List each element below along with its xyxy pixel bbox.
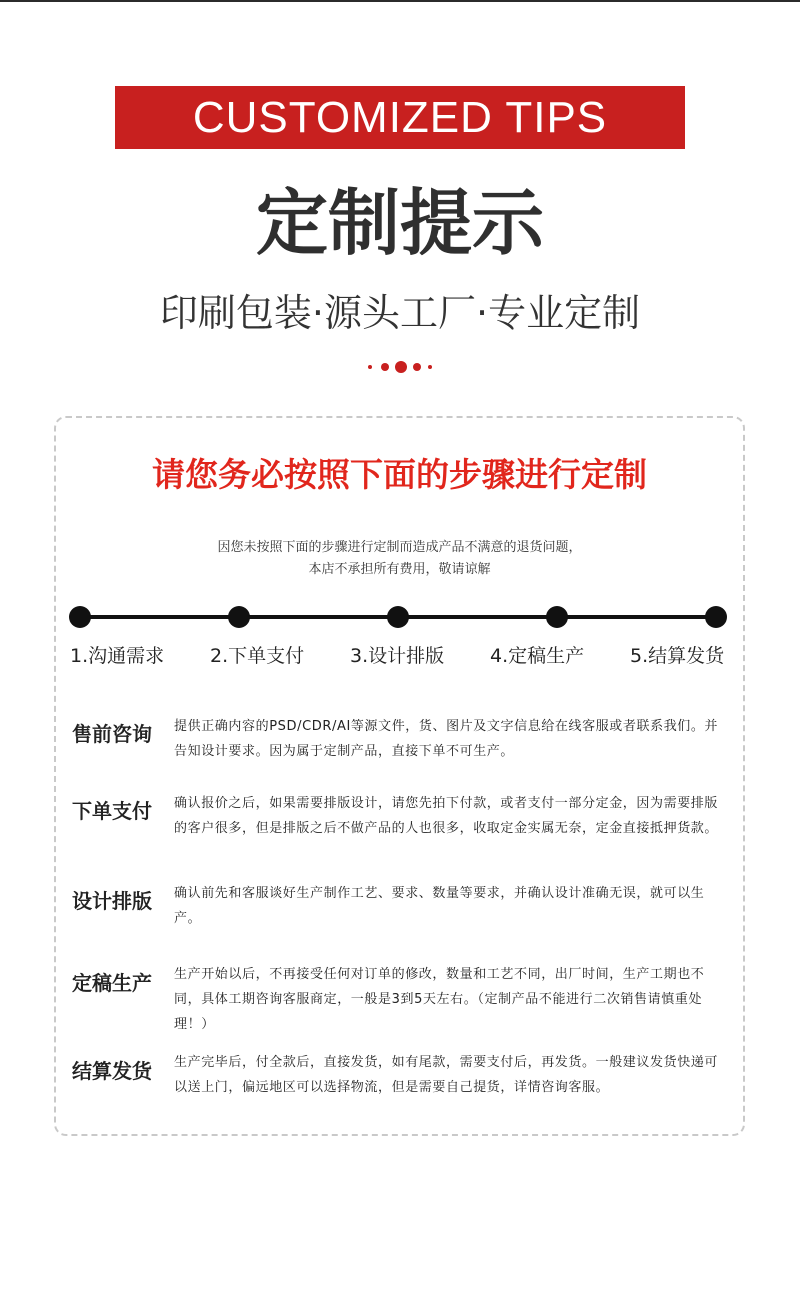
step-label-3: 3.设计排版 (350, 645, 445, 667)
dot-2 (381, 363, 389, 371)
row-title-design: 设计排版 (72, 889, 152, 913)
row-desc-design: 确认前先和客服谈好生产制作工艺、要求、数量等要求，并确认设计准确无误，就可以生产。 (174, 886, 705, 926)
row-title-delivery: 结算发货 (72, 1059, 152, 1083)
step-label-2: 2.下单支付 (210, 645, 305, 667)
card-heading: 请您务必按照下面的步骤进行定制 (152, 455, 647, 494)
timeline-node-1 (69, 606, 91, 628)
disclaimer-note (54, 537, 745, 581)
row-title-presale: 售前咨询 (72, 722, 152, 746)
row-desc-payment: 确认报价之后，如果需要排版设计，请您先拍下付款，或者支付一部分定金，因为需要排版的客户很多，但是排版之后不做产品的人也很多，收取定金实属无奈，定金直接抵押货款。 (174, 796, 719, 836)
row-desc-delivery: 生产完毕后，付全款后，直接发货，如有尾款，需要支付后，再发货。一般建议发货快递可以送上门，偏远地区可以选择物流，但是需要自己提货，详情咨询客服。 (174, 1055, 719, 1095)
step-label-1: 1.沟通需求 (70, 645, 165, 667)
dot-1 (368, 365, 372, 369)
timeline-node-2 (228, 606, 250, 628)
banner-text: CUSTOMIZED TIPS (192, 92, 608, 142)
row-desc-presale: 提供正确内容的PSD/CDR/AI等源文件，货、图片及文字信息给在线客服或者联系我们。并告知设计要求。因为属于定制产品，直接下单不可生产。 (174, 719, 719, 759)
page-title: 定制提示 (255, 181, 544, 265)
timeline-node-3 (387, 606, 409, 628)
note-line-1: 因您未按照下面的步骤进行定制而造成产品不满意的退货问题， (217, 540, 582, 555)
row-title-payment: 下单支付 (72, 799, 152, 823)
timeline-node-4 (546, 606, 568, 628)
row-title-production: 定稿生产 (72, 971, 152, 995)
step-label-5: 5.结算发货 (630, 645, 725, 667)
page-subtitle: 印刷包装·源头工厂·专业定制 (159, 291, 641, 335)
decorative-dots (368, 361, 432, 373)
step-label-4: 4.定稿生产 (490, 645, 585, 667)
dot-4 (413, 363, 421, 371)
note-line-2: 本店不承担所有费用，敬请谅解 (308, 562, 491, 577)
row-desc-production: 生产开始以后，不再接受任何对订单的修改，数量和工艺不同，出厂时间，生产工期也不同，具体工期咨询客服商定，一般是3到5天左右。（定制产品不能进行二次销售请慎重处理！） (174, 967, 705, 1032)
timeline-node-5 (705, 606, 727, 628)
top-border (0, 0, 800, 2)
banner (115, 86, 685, 149)
dot-3 (395, 361, 407, 373)
dot-5 (428, 365, 432, 369)
